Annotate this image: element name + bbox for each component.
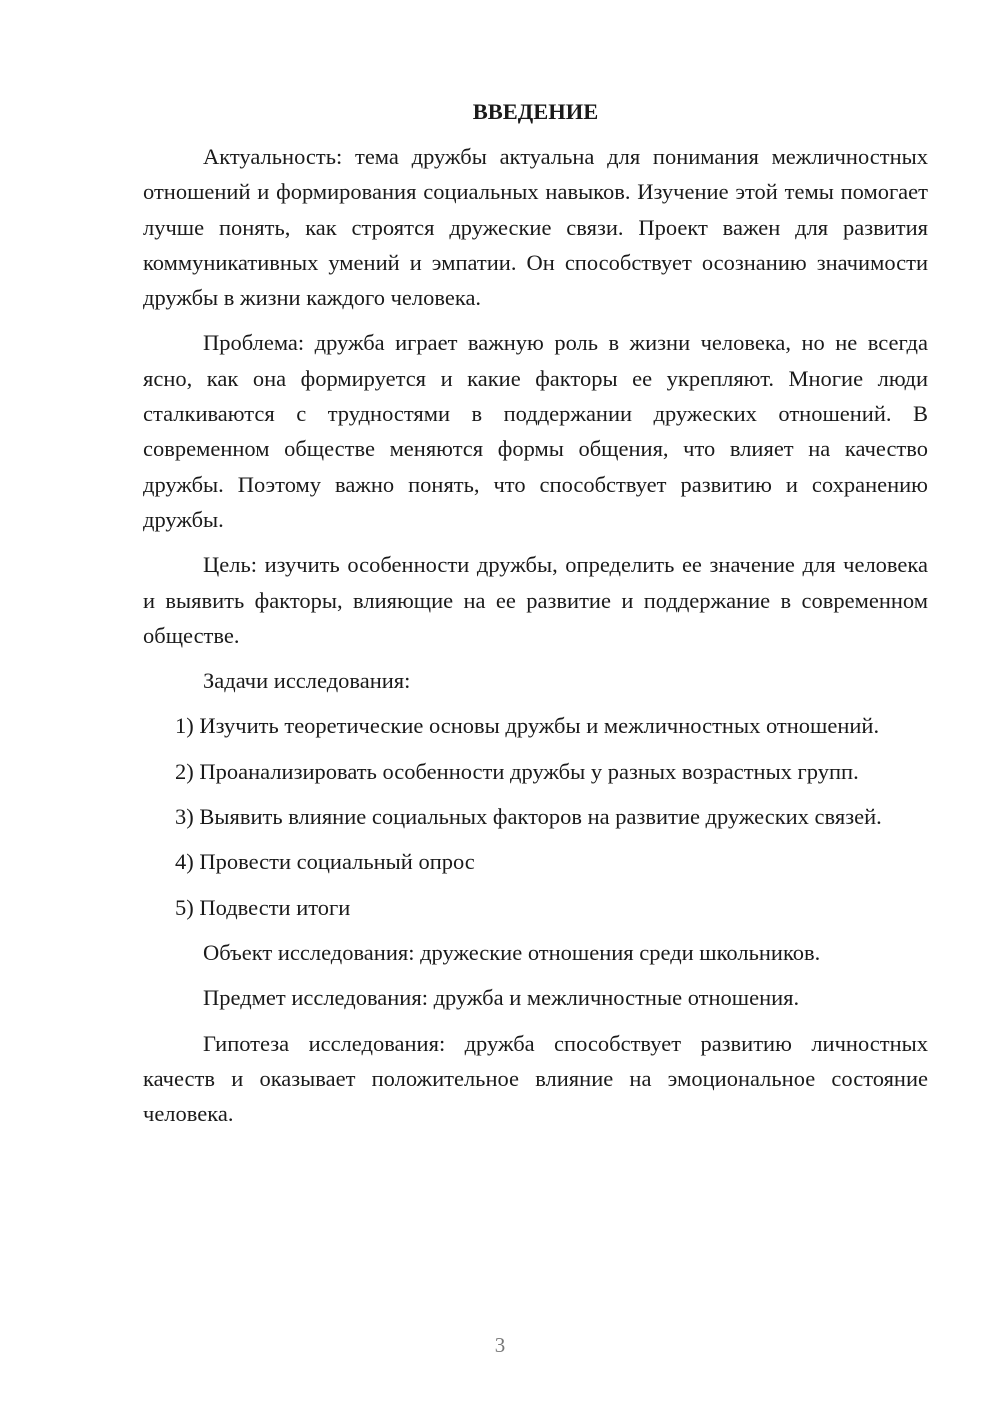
task-item-1: 1) Изучить теоретические основы дружбы и межличностных отношений.: [175, 713, 880, 739]
task-item-4: 4) Провести социальный опрос: [175, 849, 475, 875]
goal-paragraph: Цель: изучить особенности дружбы, определить ее значение для человека и выявить факторы, влияющие на ее развитие и поддержание в современном обществе.: [143, 552, 928, 648]
page-number: 3: [494, 1333, 506, 1357]
section-heading: ВВЕДЕНИЕ: [472, 99, 599, 124]
subject-paragraph: Предмет исследования: дружба и межличностные отношения.: [203, 985, 800, 1011]
tasks-heading: Задачи исследования:: [203, 668, 411, 694]
task-item-5: 5) Подвести итоги: [175, 894, 351, 920]
hypothesis-paragraph: Гипотеза исследования: дружба способствует развитию личностных качеств и оказывает положительное влияние на эмоциональное состояние человека.: [143, 1030, 928, 1127]
task-item-3: 3) Выявить влияние социальных факторов на развитие дружеских связей.: [175, 804, 882, 830]
problem-paragraph: Проблема: дружба играет важную роль в жизни человека, но не всегда ясно, как она формируется и какие факторы ее укрепляют. Многие люди сталкиваются с трудностями в поддержании дружеских отношений. В современном обществе меняются формы общения, что влияет на качество дружбы. Поэтому важно понять, что способствует развитию и сохранению дружбы.: [143, 330, 928, 532]
task-item-2: 2) Проанализировать особенности дружбы у разных возрастных групп.: [175, 758, 859, 784]
document-page: [143, 94, 928, 1141]
relevance-paragraph: Актуальность: тема дружбы актуальна для понимания межличностных отношений и формирования социальных навыков. Изучение этой темы помогает лучше понять, как строятся дружеские связи. Проект важен для развития коммуникативных умений и эмпатии. Он способствует осознанию значимости дружбы в жизни каждого человека.: [143, 144, 928, 311]
object-paragraph: Объект исследования: дружеские отношения среди школьников.: [203, 939, 821, 965]
